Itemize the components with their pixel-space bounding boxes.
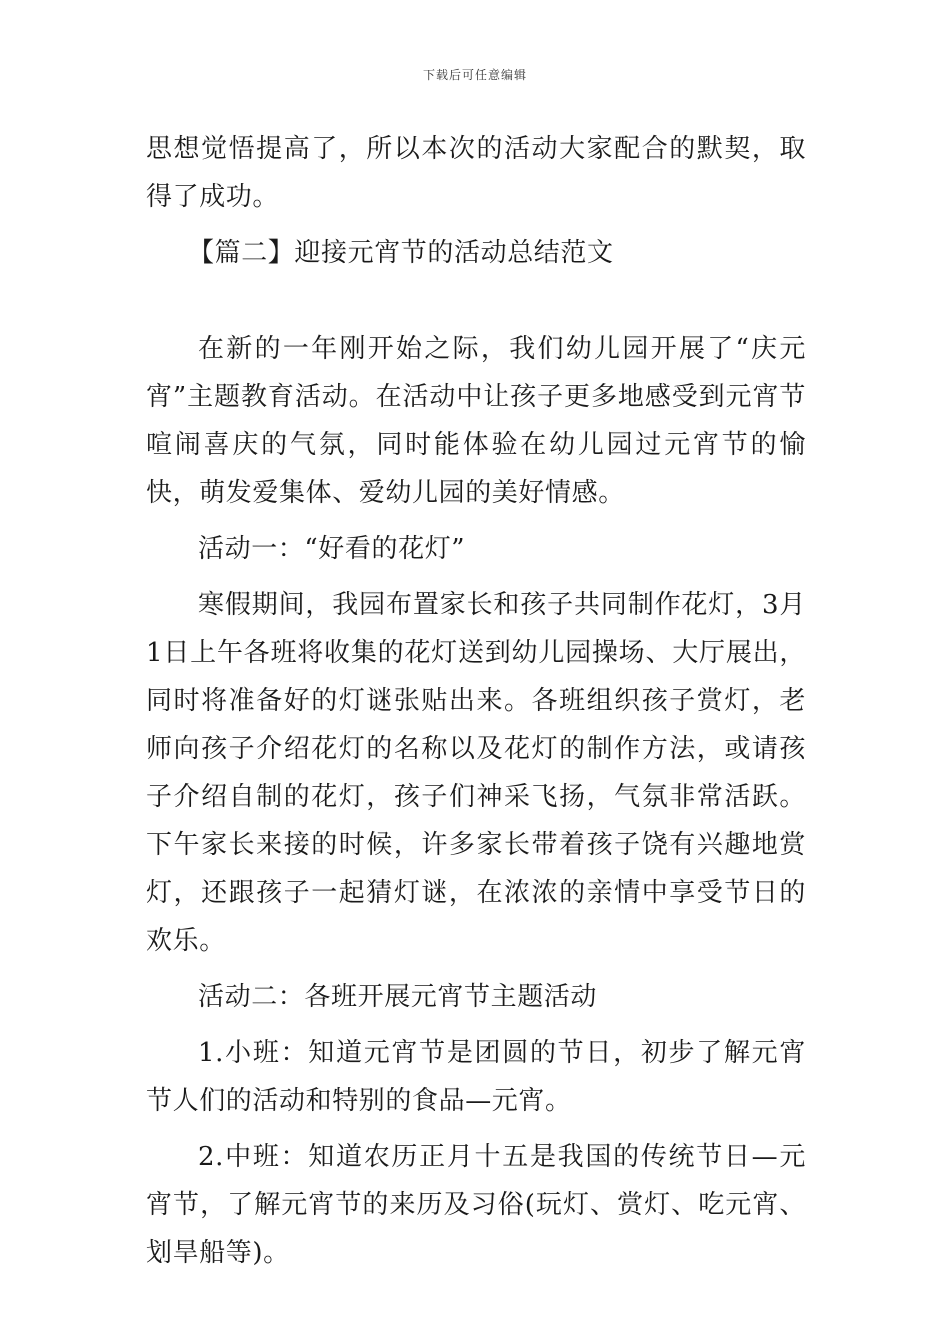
activity-two-title: 活动二：各班开展元宵节主题活动 — [198, 982, 598, 1012]
paragraph-intro: 在新的一年刚开始之际，我们幼儿园开展了“庆元宵”主题教育活动。在活动中让孩子更多地感受到元宵节喧闹喜庆的气氛，同时能体验在幼儿园过元宵节的愉快，萌发爱集体、爱幼儿园的美好情感。 — [146, 334, 806, 508]
section-heading: 【篇二】迎接元宵节的活动总结范文 — [188, 238, 614, 268]
paragraph-continuation: 思想觉悟提高了，所以本次的活动大家配合的默契，取得了成功。 — [146, 134, 806, 212]
paragraph-activity-one: 寒假期间，我园布置家长和孩子共同制作花灯，3月1日上午各班将收集的花灯送到幼儿园操场、大厅展出，同时将准备好的灯谜张贴出来。各班组织孩子赏灯，老师向孩子介绍花灯的名称以及花灯的制作方法，或请孩子介绍自制的花灯，孩子们神采飞扬，气氛非常活跃。下午家长来接的时候，许多家长带着孩子饶有兴趣地赏灯，还跟孩子一起猜灯谜，在浓浓的亲情中享受节日的欢乐。 — [146, 590, 806, 956]
list-item-small-class: 1.小班：知道元宵节是团圆的节日，初步了解元宵节人们的活动和特别的食品—元宵。 — [146, 1038, 806, 1116]
document-body — [146, 125, 806, 1277]
activity-one-title: 活动一：“好看的花灯” — [198, 534, 466, 564]
page-header-note: 下载后可任意编辑 — [422, 68, 527, 82]
list-item-middle-class: 2.中班：知道农历正月十五是我国的传统节日—元宵节，了解元宵节的来历及习俗(玩灯、赏灯、吃元宵、划旱船等)。 — [146, 1142, 806, 1268]
